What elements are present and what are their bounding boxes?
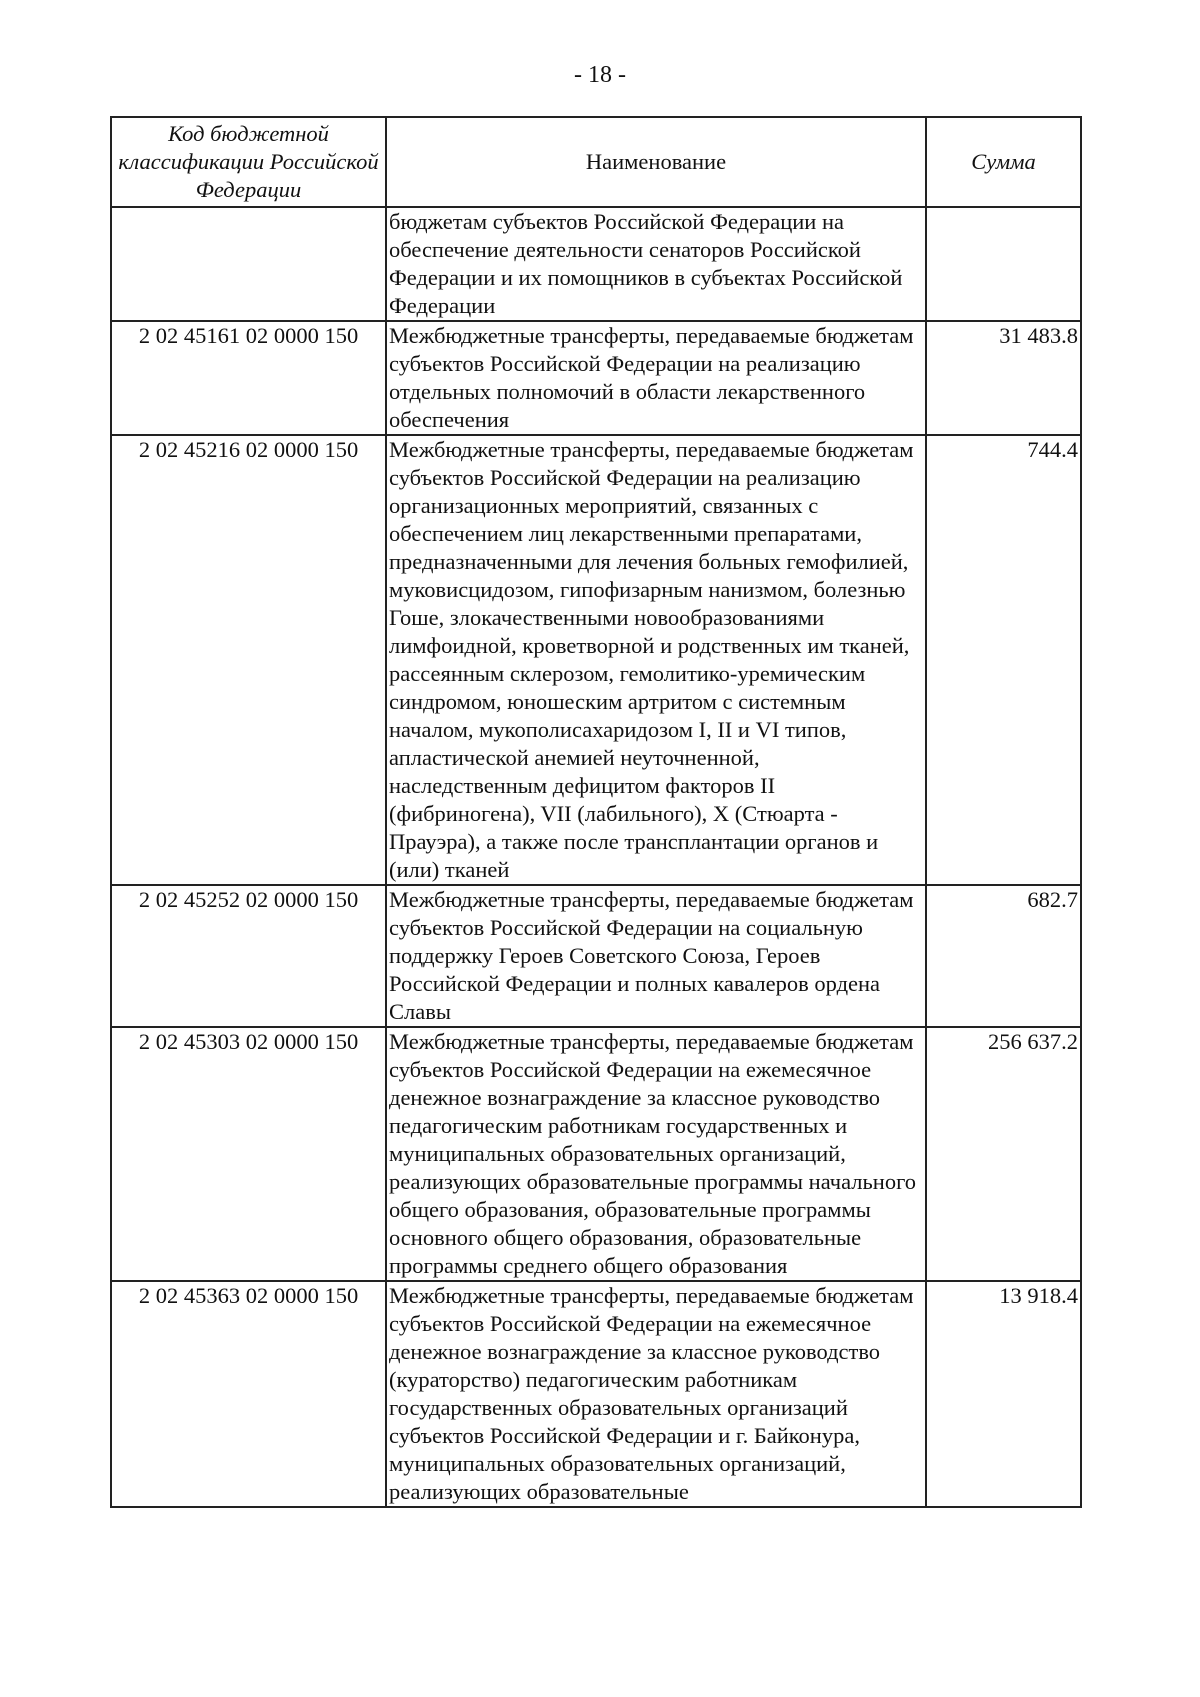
cell-code: 2 02 45363 02 0000 150: [111, 1281, 386, 1507]
table-row: [111, 321, 1081, 435]
cell-code: 2 02 45216 02 0000 150: [111, 435, 386, 885]
table-row: [111, 1281, 1081, 1507]
cell-name: Межбюджетные трансферты, передаваемые бюджетам субъектов Российской Федерации на ежемесячное денежное вознаграждение за классное руководство педагогическим работникам государственных и муниципальных образовательных организаций, реализующих образовательные программы начального общего образования, образовательные программы основного общего образования, образовательные программы среднего общего образования: [386, 1027, 926, 1281]
page-number: - 18 -: [574, 62, 626, 88]
cell-sum: 13 918.4: [926, 1281, 1081, 1507]
cell-code: 2 02 45161 02 0000 150: [111, 321, 386, 435]
cell-code: 2 02 45252 02 0000 150: [111, 885, 386, 1027]
header-name: Наименование: [386, 117, 926, 207]
cell-name: Межбюджетные трансферты, передаваемые бюджетам субъектов Российской Федерации на ежемесячное денежное вознаграждение за классное руководство (кураторство) педагогическим работникам государственных образовательных организаций субъектов Российской Федерации и г. Байконура, муниципальных образовательных организаций, реализующих образовательные: [386, 1281, 926, 1507]
cell-name: Межбюджетные трансферты, передаваемые бюджетам субъектов Российской Федерации на социальную поддержку Героев Советского Союза, Героев Российской Федерации и полных кавалеров ордена Славы: [386, 885, 926, 1027]
cell-name: Межбюджетные трансферты, передаваемые бюджетам субъектов Российской Федерации на реализацию организационных мероприятий, связанных с обеспечением лиц лекарственными препаратами, предназначенными для лечения больных гемофилией, муковисцидозом, гипофизарным нанизмом, болезнью Гоше, злокачественными новообразованиями лимфоидной, кроветворной и родственных им тканей, рассеянным склерозом, гемолитико-уремическим синдромом, юношеским артритом с системным началом, мукополисахаридозом I, II и VI типов, апластической анемией неуточненной, наследственным дефицитом факторов II (фибриногена), VII (лабильного), X (Стюарта - Прауэра), а также после трансплантации органов и (или) тканей: [386, 435, 926, 885]
table-row: [111, 1027, 1081, 1281]
table-row: [111, 435, 1081, 885]
cell-code: [111, 207, 386, 321]
cell-name: бюджетам субъектов Российской Федерации на обеспечение деятельности сенаторов Российской Федерации и их помощников в субъектах Российской Федерации: [386, 207, 926, 321]
header-sum: Сумма: [926, 117, 1081, 207]
cell-code: 2 02 45303 02 0000 150: [111, 1027, 386, 1281]
header-code: Код бюджетной классификации Российской Федерации: [111, 117, 386, 207]
cell-name: Межбюджетные трансферты, передаваемые бюджетам субъектов Российской Федерации на реализацию отдельных полномочий в области лекарственного обеспечения: [386, 321, 926, 435]
table-row: [111, 207, 1081, 321]
cell-sum: [926, 207, 1081, 321]
table-row: [111, 885, 1081, 1027]
cell-sum: 682.7: [926, 885, 1081, 1027]
cell-sum: 256 637.2: [926, 1027, 1081, 1281]
budget-table: [110, 116, 1082, 1508]
cell-sum: 31 483.8: [926, 321, 1081, 435]
table-header-row: [111, 117, 1081, 207]
cell-sum: 744.4: [926, 435, 1081, 885]
